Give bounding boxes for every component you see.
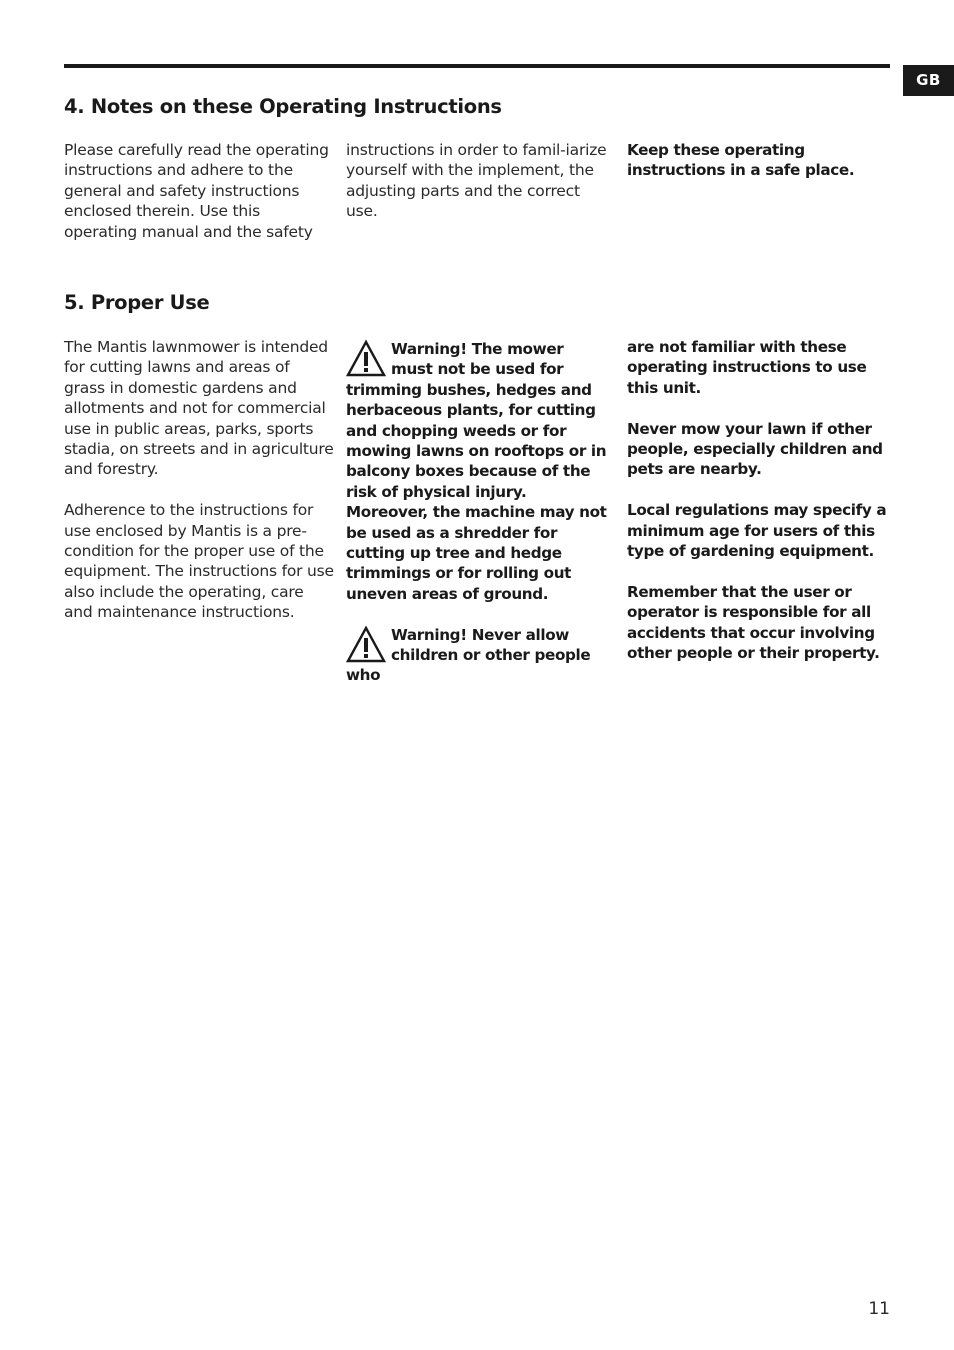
section-4-column-3 bbox=[627, 140, 893, 181]
section-5-column-1 bbox=[64, 337, 334, 623]
section-4-column-3-text: Keep these operating instructions in a safe place. bbox=[627, 141, 855, 180]
language-tab: GB bbox=[903, 65, 954, 96]
section-4-column-1-text: Please carefully read the operating instructions and adhere to the general and safety instructions enclosed therein. Use this operating manual and the safety bbox=[64, 141, 329, 241]
section-4-heading: 4. Notes on these Operating Instructions bbox=[64, 95, 502, 118]
section-5-heading: 5. Proper Use bbox=[64, 291, 210, 314]
section-4-column-2 bbox=[346, 140, 608, 222]
top-rule bbox=[64, 64, 890, 68]
warning-block-1 bbox=[346, 339, 608, 604]
warning-2-text: Warning! Never allow children or other people who bbox=[346, 625, 591, 685]
section-5-column-1-paragraph-1: The Mantis lawnmower is intended for cutting lawns and areas of grass in domestic gardens and allotments and not for commercial use in public areas, parks, sports stadia, on streets and in agriculture and forestry. bbox=[64, 338, 334, 479]
section-5-column-1-paragraph-2: Adherence to the instructions for use enclosed by Mantis is a pre-condition for the proper use of the equipment. The instructions for use also include the operating, care and maintenance instructions. bbox=[64, 501, 334, 622]
section-4-column-1 bbox=[64, 140, 334, 242]
section-5-column-3-paragraph-2: Never mow your lawn if other people, especially children and pets are nearby. bbox=[627, 419, 883, 479]
section-4-column-2-text: instructions in order to famil-iarize yourself with the implement, the adjusting parts and the correct use. bbox=[346, 141, 607, 221]
section-5-column-2 bbox=[346, 339, 608, 686]
section-5-column-3-paragraph-4: Remember that the user or operator is responsible for all accidents that occur involving other people or their property. bbox=[627, 582, 880, 663]
warning-triangle-icon bbox=[346, 339, 386, 379]
warning-1-text: Warning! The mower must not be used for trimming bushes, hedges and herbaceous plants, for cutting and chopping weeds or for mowing lawns on rooftops or in balcony boxes because of the risk of physical injury. Moreover, the machine may not be used as a shredder for cutting up tree and hedge trimmings or for rolling out uneven areas of ground. bbox=[346, 340, 607, 603]
warning-block-2 bbox=[346, 625, 608, 686]
section-5-column-3 bbox=[627, 337, 893, 663]
section-5-column-3-paragraph-1: are not familiar with these operating instructions to use this unit. bbox=[627, 338, 867, 397]
page-number: 11 bbox=[868, 1299, 890, 1319]
warning-triangle-icon bbox=[346, 625, 386, 665]
section-5-column-3-paragraph-3: Local regulations may specify a minimum age for users of this type of gardening equipment. bbox=[627, 501, 887, 561]
